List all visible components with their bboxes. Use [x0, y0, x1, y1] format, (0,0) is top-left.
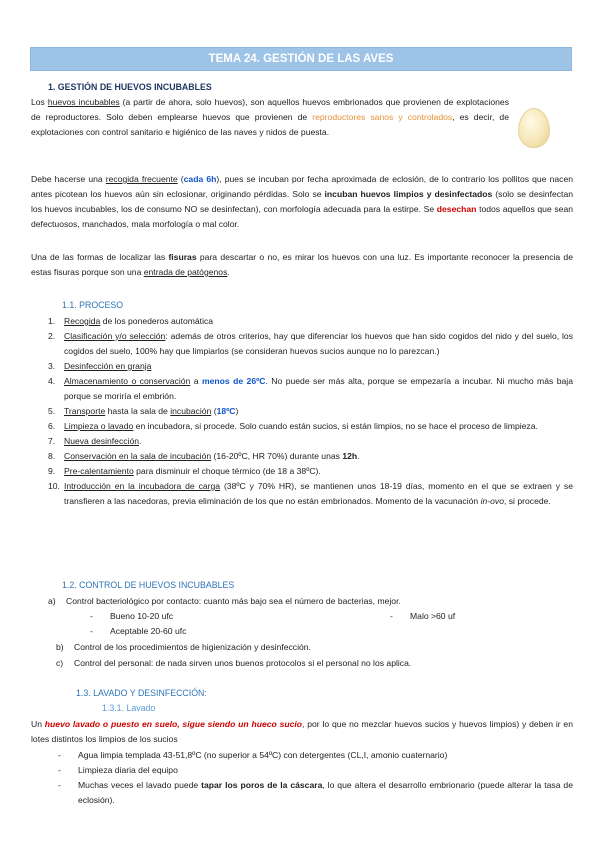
term-entrada-patogenos: entrada de patógenos — [143, 267, 228, 277]
list-item: 9. Pre-calentamiento para disminuir el choque térmico (de 18 a 38ºC). — [48, 466, 321, 476]
section-1-3-1-heading: 1.3.1. Lavado — [102, 703, 156, 713]
list-item: 1. Recogida de los ponederos automática — [48, 316, 214, 326]
paragraph-fisuras: Una de las formas de localizar las fisuras para descartar o no, es mirar los huevos con una luz. Es importante reconocer la presencia de estas fisuras porque son una entrada de patógenos. — [31, 252, 573, 277]
list-item: 6. Limpieza o lavado en incubadora, si procede. Solo cuando están sucios, si están limpios, no se hace el proceso de limpieza. — [48, 421, 538, 431]
bold-incuban-huevos: incuban huevos limpios y desinfectados — [324, 189, 493, 199]
list-item: - Agua limpia templada 43-51,8ºC (no superior a 54ºC) con detergentes (CL,I, amonio cuaternario) — [58, 750, 448, 760]
proceso-list — [48, 314, 573, 509]
list-item: c) Control del personal: de nada sirven unos buenos protocolos si el personal no los aplica. — [56, 658, 412, 668]
egg-illustration — [518, 108, 550, 148]
bold-fisuras: fisuras — [168, 252, 197, 262]
section-1-heading: 1. GESTIÓN DE HUEVOS INCUBABLES — [48, 82, 212, 92]
highlight-huevo-lavado: huevo lavado o puesto en suelo, sigue siendo un hueco sucio — [44, 719, 303, 729]
list-item: 4. Almacenamiento o conservación a menos de 26ºC. No puede ser más alta, porque se empezaría a incubar. Ni mucho más baja porque se moriría el embrión. — [48, 376, 573, 401]
list-item: b) Control de los procedimientos de higienización y desinfección. — [56, 642, 311, 652]
term-huevos-incubables: huevos incubables — [47, 97, 120, 107]
section-1-1-heading: 1.1. PROCESO — [62, 300, 124, 310]
list-item: - Aceptable 20-60 ufc — [90, 626, 187, 636]
highlight-desechan: desechan — [436, 204, 477, 214]
page-title: TEMA 24. GESTIÓN DE LAS AVES — [30, 47, 572, 71]
list-item: - Bueno 10-20 ufc - Malo >60 uf — [90, 611, 456, 621]
list-item: 10. Introducción en la incubadora de carga (38ºC y 70% HR), se mantienen unos 18-19 días, momento en el que se extraen y se transfieren a las nacedoras, previa eliminación de los que no están embrionados. Momento de la vacunación in-ovo, si procede. — [48, 481, 573, 506]
list-item: 2. Clasificación y/o selección: además de otros criterios, hay que diferenciar los huevos que han sido cogidos del nido y del suelo, los cogidos del suelo, 100% hay que limpiarlos (se consideran huevos sucios aunque no lo parezcan.) — [48, 331, 574, 356]
control-list — [48, 594, 573, 671]
list-item: - Limpieza diaria del equipo — [58, 765, 178, 775]
highlight-cada-6h: cada 6h — [183, 174, 217, 184]
list-item: a) Control bacteriológico por contacto: cuanto más bajo sea el número de bacterias, mejor. — [48, 596, 401, 606]
lavado-list — [58, 748, 573, 808]
highlight-reproductores: reproductores sanos y controlados — [312, 112, 453, 122]
section-1-3-heading: 1.3. LAVADO Y DESINFECCIÓN: — [76, 688, 207, 698]
paragraph-recogida: Debe hacerse una recogida frecuente (cada 6h), pues se incuban por fecha aproximada de eclosión, de lo contrario los pollitos que nacen antes picotean los huevos aún sin eclosionar, originando pérdidas. Solo se incuban huevos limpios y desinfectados (solo se desinfectan los huevos incubables, los de consumo NO se desinfectan), con morfología adecuada para la estirpe. Se desechan todos aquellos que sean defectuosos, manchados, mala morfología o mal color. — [31, 174, 574, 229]
list-item: 8. Conservación en la sala de incubación (16-20ºC, HR 70%) durante unas 12h. — [48, 451, 360, 461]
paragraph-huevos-incubables: Los huevos incubables (a partir de ahora, solo huevos), son aquellos huevos embrionados que provienen de explotaciones de reproductores. Solo deben emplearse huevos que provienen de reproductores sanos y controlados, es decir, de explotaciones con control sanitario e higiénico de las naves y nidos de puesta. — [31, 97, 509, 137]
paragraph-lavado: Un huevo lavado o puesto en suelo, sigue siendo un hueco sucio, por lo que no mezclar huevos sucios y huevos limpios) y deben ir en lotes distintos los limpios de los sucios — [31, 719, 573, 744]
section-1-2-heading: 1.2. CONTROL DE HUEVOS INCUBABLES — [62, 580, 235, 590]
list-item: 5. Transporte hasta la sala de incubación (18ºC) — [48, 406, 239, 416]
list-item: 3. Desinfección en granja — [48, 361, 152, 371]
list-item: 7. Nueva desinfección. — [48, 436, 142, 446]
term-recogida-frecuente: recogida frecuente — [105, 174, 178, 184]
list-item: - Muchas veces el lavado puede tapar los poros de la cáscara, lo que altera el desarrollo embrionario (puede alterar la tasa de eclosión). — [58, 780, 573, 805]
